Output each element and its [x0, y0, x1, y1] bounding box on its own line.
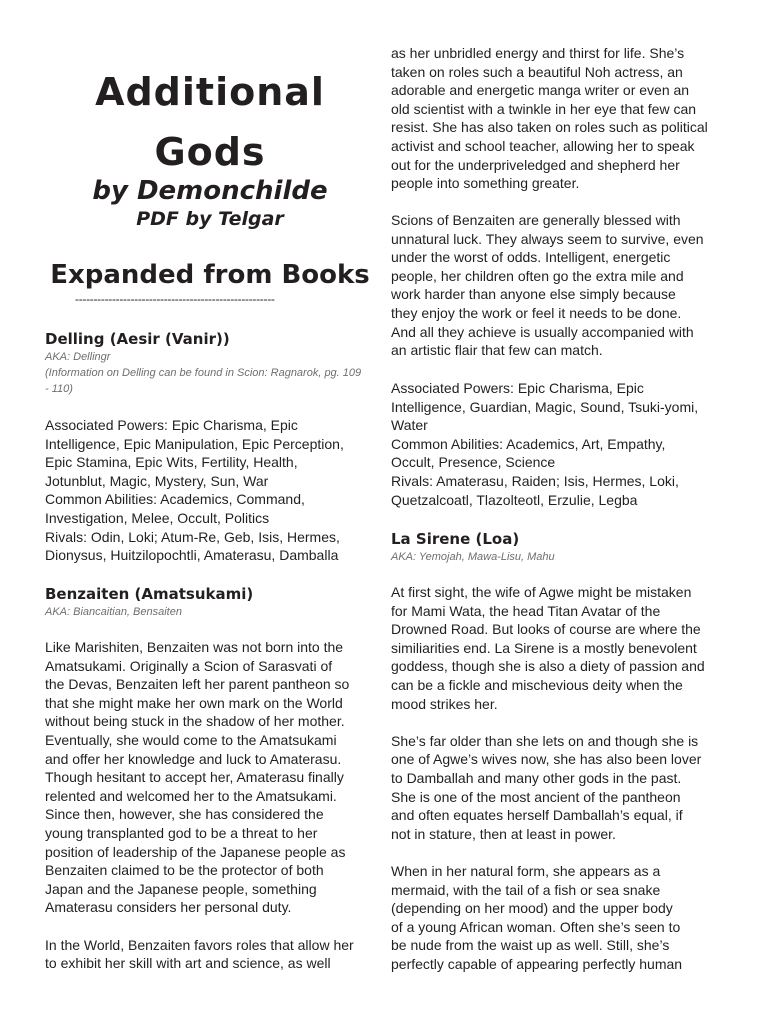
paragraph-line: young transplanted god to be a threat to her	[45, 824, 318, 841]
paragraph-line: to Damballah and many other gods in the past.	[391, 769, 682, 786]
powers-line: Intelligence, Epic Manipulation, Epic Perception,	[45, 435, 344, 452]
paragraph-line: Eventually, she would come to the Amatsukami	[45, 731, 337, 748]
abilities-line: Common Abilities: Academics, Art, Empathy,	[391, 435, 666, 452]
paragraph	[391, 211, 731, 360]
entry-title: Delling (Aesir (Vanir))	[45, 330, 230, 348]
paragraph-line: taken on roles such a beautiful Noh actress, an	[391, 63, 683, 80]
entry-aka: AKA: Yemojah, Mawa-Lisu, Mahu	[391, 551, 555, 563]
paragraph-line: Though hesitant to accept her, Amaterasu finally	[45, 769, 344, 786]
paragraph-line: to exhibit her skill with art and science, as well	[45, 955, 331, 972]
paragraph-line: an artistic flair that few can match.	[391, 342, 603, 359]
paragraph-line: mood strikes her.	[391, 695, 498, 712]
paragraph-line: Scions of Benzaiten are generally blessed with	[391, 212, 681, 228]
paragraph-line: Japan and the Japanese people, something	[45, 880, 317, 897]
paragraph-line: She is one of the most ancient of the pantheon	[391, 788, 681, 805]
entry-stats	[391, 379, 731, 509]
note-line: (Information on Delling can be found in Scion: Ragnarok, pg. 109	[45, 367, 362, 379]
paragraph-line: Amatsukami. Originally a Scion of Sarasvati of	[45, 657, 333, 674]
paragraph-line: can be a fickle and mischevious deity when the	[391, 676, 683, 693]
powers-line: Intelligence, Guardian, Magic, Sound, Tsuki-yomi,	[391, 398, 699, 415]
paragraph-line: resist. She has also taken on roles such as political	[391, 119, 708, 136]
paragraph-line: without being stuck in the shadow of her mother.	[45, 713, 345, 730]
rivals-line: Rivals: Odin, Loki; Atum-Re, Geb, Isis, Hermes,	[45, 528, 340, 545]
paragraph-line: And all they achieve is usually accompanied with	[391, 323, 694, 340]
paragraph-line: for Mami Wata, the head Titan Avatar of the	[391, 602, 661, 619]
paragraph	[45, 638, 375, 917]
powers-line: Jotunblut, Magic, Mystery, Sun, War	[45, 472, 269, 489]
paragraph-line: not in stature, then at least in power.	[391, 825, 616, 842]
paragraph-line: Amaterasu considers her personal duty.	[45, 899, 292, 916]
paragraph-line: old scientist with a twinkle in her eye that few can	[391, 100, 697, 117]
paragraph-line: of a young African woman. Often she’s seen to	[391, 918, 681, 935]
paragraph-line: unnatural luck. They always seem to survive, even	[391, 230, 704, 247]
paragraph-line: out for the underpriveledged and shepherd her	[391, 156, 680, 173]
entry-aka: AKA: Dellingr	[45, 351, 111, 363]
paragraph-line: be nude from the waist up as well. Still, she’s	[391, 937, 670, 954]
paragraph-line: Like Marishiten, Benzaiten was not born into the	[45, 639, 344, 655]
entry-stats	[45, 416, 375, 565]
paragraph-line: similiarities end. La Sirene is a mostly benevolent	[391, 639, 697, 656]
rivals-line: Dionysus, Huitzilopochtli, Amaterasu, Damballa	[45, 547, 339, 564]
rivals-line: Quetzalcoatl, Tlazolteotl, Erzulie, Legba	[391, 491, 638, 508]
entry-title: Benzaiten (Amatsukami)	[45, 585, 254, 603]
paragraph-line: When in her natural form, she appears as a	[391, 862, 661, 879]
paragraph-line: as her unbridled energy and thirst for life. She’s	[391, 45, 685, 61]
paragraph-line: people, her children often go the extra mile and	[391, 267, 684, 284]
document-title-line-2: Gods	[154, 130, 266, 174]
entry-benzaiten	[45, 584, 375, 973]
paragraph-line: mermaid, with the tail of a fish or sea snake	[391, 881, 661, 898]
paragraph-line: people into something greater.	[391, 175, 580, 192]
powers-line: Water	[391, 417, 428, 434]
paragraph-line: In the World, Benzaiten favors roles that allow her	[45, 936, 354, 953]
note-line: - 110)	[45, 383, 73, 395]
section-divider: ------------------------------------------------------	[75, 292, 275, 306]
paragraph-line: (depending on her mood) and the upper body	[391, 900, 673, 917]
paragraph-line: goddess, though she is also a diety of passion and	[391, 658, 705, 675]
paragraph	[45, 936, 375, 973]
paragraph-line: activist and school teacher, allowing her to speak	[391, 137, 695, 154]
rivals-line: Rivals: Amaterasu, Raiden; Isis, Hermes, Loki,	[391, 472, 679, 489]
paragraph-line: Drowned Road. But looks of course are where the	[391, 621, 701, 638]
abilities-line: Occult, Presence, Science	[391, 454, 556, 471]
entry-delling	[45, 329, 375, 565]
paragraph-line: and offer her knowledge and luck to Amaterasu.	[45, 750, 342, 767]
entry-la-sirene	[391, 529, 731, 973]
abilities-line: Common Abilities: Academics, Command,	[45, 491, 305, 508]
paragraph	[391, 583, 731, 713]
paragraph-line: adorable and energetic manga writer or even an	[391, 82, 690, 99]
paragraph	[391, 44, 731, 193]
paragraph-line: work harder than anyone else simply because	[391, 286, 676, 303]
paragraph-line: under the worst of odds. Intelligent, energetic	[391, 249, 671, 266]
paragraph-line: At first sight, the wife of Agwe might be mistaken	[391, 584, 692, 600]
paragraph-line: the Devas, Benzaiten left her parent pantheon so	[45, 676, 350, 693]
paragraph-line: Benzaiten claimed to be the protector of both	[45, 862, 324, 879]
paragraph	[391, 732, 731, 844]
document-title-line-1: Additional	[95, 70, 325, 114]
section-heading: Expanded from Books	[50, 260, 370, 290]
paragraph-line: and often equates herself Damballah’s equal, if	[391, 807, 683, 824]
paragraph-line: position of leadership of the Japanese people as	[45, 843, 346, 860]
paragraph-line: that she might make her own mark on the World	[45, 694, 343, 711]
paragraph-line: perfectly capable of appearing perfectly human	[391, 955, 683, 972]
paragraph	[391, 862, 731, 974]
paragraph-line: Since then, however, she has considered the	[45, 806, 324, 823]
powers-line: Epic Stamina, Epic Wits, Fertility, Health,	[45, 454, 298, 471]
paragraph-line: they enjoy the work or feel it needs to be done.	[391, 304, 682, 321]
entry-aka: AKA: Biancaitian, Bensaiten	[45, 606, 182, 618]
author-byline: by Demonchilde	[92, 176, 328, 206]
pdf-credit: PDF by Telgar	[136, 208, 284, 230]
powers-line: Associated Powers: Epic Charisma, Epic	[391, 380, 644, 396]
paragraph-line: relented and welcomed her to the Amatsukami.	[45, 787, 337, 804]
paragraph-line: one of Agwe’s wives now, she has also been lover	[391, 751, 702, 768]
entry-source-note	[45, 365, 375, 397]
paragraph-line: She’s far older than she lets on and though she is	[391, 732, 699, 749]
abilities-line: Investigation, Melee, Occult, Politics	[45, 509, 270, 526]
title-block	[40, 70, 380, 232]
entry-title: La Sirene (Loa)	[391, 530, 520, 548]
powers-line: Associated Powers: Epic Charisma, Epic	[45, 417, 298, 433]
